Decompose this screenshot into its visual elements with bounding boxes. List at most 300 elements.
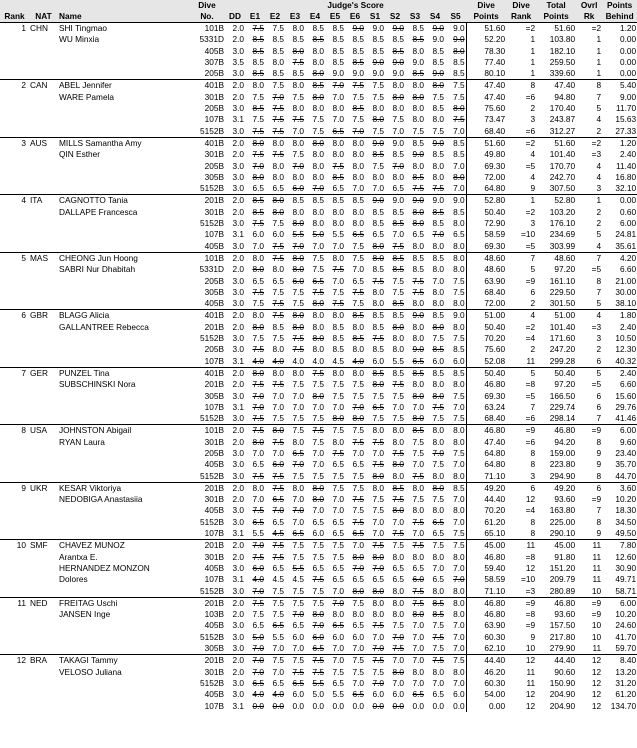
judge-score-cell: 7.5 xyxy=(345,597,365,609)
judge-score-cell: 8.0 xyxy=(312,344,324,355)
judge-score-cell: 6.5 xyxy=(292,528,304,539)
judge-score-cell: 7.0 xyxy=(345,540,365,552)
judge-score-cell: 7.5 xyxy=(272,125,284,136)
dive-rank-cell: 9 xyxy=(530,183,536,194)
dive-row xyxy=(0,448,637,459)
judge-score-cell: 7.5 xyxy=(292,298,304,309)
judge-score-cell: 7.5 xyxy=(252,286,264,297)
points-behind-cell: 12.30 xyxy=(615,344,637,355)
judge-score-cell: 8.0 xyxy=(352,321,364,332)
judge-score-cell: 7.0 xyxy=(453,459,465,470)
overall-rank-cell: =5 xyxy=(591,379,602,390)
overall-rank-cell: 6 xyxy=(596,355,602,366)
judge-score-cell: 7.0 xyxy=(392,516,404,527)
judge-score-cell: 8.0 xyxy=(453,240,465,251)
dive-rank-cell: 11 xyxy=(526,666,536,677)
judge-score-cell: 7.0 xyxy=(245,540,265,552)
judge-score-cell: 7.0 xyxy=(352,643,364,654)
judge-score-cell: 8.0 xyxy=(312,103,324,114)
judge-score-cell: 8.0 xyxy=(392,505,404,516)
judge-score-cell: 7.0 xyxy=(372,447,384,458)
judge-score-cell: 7.5 xyxy=(425,540,445,552)
name-cell xyxy=(58,103,189,114)
judge-score-cell: 8.0 xyxy=(352,218,364,229)
rank-cell xyxy=(0,494,29,505)
dive-rank-cell: 8 xyxy=(530,447,536,458)
judge-score-cell: 8.5 xyxy=(325,195,345,207)
judge-score-cell: 7.5 xyxy=(292,551,304,562)
dd-cell: 3.0 xyxy=(232,459,244,470)
judge-score-cell: 7.0 xyxy=(352,264,364,275)
judge-score-cell: 7.5 xyxy=(265,80,285,92)
dive-row xyxy=(0,46,637,57)
judge-score-cell: 7.5 xyxy=(432,620,444,631)
rank-cell: 2 xyxy=(0,80,29,92)
judge-score-cell: 7.5 xyxy=(352,436,364,447)
dive-no-cell: 205B xyxy=(204,447,224,458)
dive-row xyxy=(0,367,637,379)
dive-no-cell: 5331D xyxy=(199,34,224,45)
judge-score-cell: 7.5 xyxy=(265,310,285,322)
dive-row xyxy=(0,80,637,92)
judge-score-cell: 8.5 xyxy=(285,195,305,207)
name-cell: JOHNSTON Abigail xyxy=(58,425,189,437)
judge-score-cell: 6.0 xyxy=(412,574,424,585)
judge-score-cell: 6.5 xyxy=(352,275,364,286)
judge-score-cell: 7.5 xyxy=(453,413,465,424)
dive-rank-cell: 7 xyxy=(506,252,536,264)
rank-cell: 10 xyxy=(0,540,29,552)
judge-score-cell: 7.5 xyxy=(392,494,404,505)
judge-score-cell: 7.5 xyxy=(372,505,384,516)
dive-rank-cell: 11 xyxy=(526,355,536,366)
dd-cell: 2.0 xyxy=(225,597,245,609)
judge-score-cell: 8.5 xyxy=(245,195,265,207)
judge-score-cell: 7.5 xyxy=(412,516,424,527)
dive-row xyxy=(0,563,637,574)
judge-score-cell: 7.0 xyxy=(372,677,384,688)
dive-row xyxy=(0,597,637,609)
judge-score-cell: 8.0 xyxy=(352,160,364,171)
total-points-cell: 259.50 xyxy=(549,56,576,67)
judge-score-cell: 7.5 xyxy=(372,666,384,677)
name-cell xyxy=(58,448,189,459)
total-points-cell: 48.60 xyxy=(536,252,576,264)
judge-score-cell: 7.5 xyxy=(332,160,344,171)
dive-rank-cell: 1 xyxy=(506,195,536,207)
judge-score-cell: 8.0 xyxy=(453,218,465,229)
points-behind-cell: 6.60 xyxy=(619,264,637,275)
judge-score-cell: 8.0 xyxy=(453,666,465,677)
total-points-cell: 103.20 xyxy=(549,206,576,217)
name-cell xyxy=(58,333,189,344)
total-points-cell: 49.20 xyxy=(536,482,576,494)
rank-cell xyxy=(0,620,29,631)
judge-score-cell: 7.5 xyxy=(372,390,384,401)
dive-no-cell: 205B xyxy=(204,160,224,171)
judge-score-cell: 8.0 xyxy=(412,206,424,217)
judge-score-cell: 8.0 xyxy=(412,114,424,125)
dive-points-cell: 47.40 xyxy=(466,92,506,103)
dd-cell: 2.0 xyxy=(225,80,245,92)
rank-cell xyxy=(0,322,29,333)
dive-points-cell: 61.20 xyxy=(466,517,506,528)
dive-points-cell: 60.30 xyxy=(466,678,506,689)
judge-score-cell: 8.0 xyxy=(305,137,325,149)
dive-no-cell: 201B xyxy=(189,195,225,207)
overall-rank-cell: 2 xyxy=(596,125,602,136)
judge-score-cell: 6.5 xyxy=(312,562,324,573)
dive-points-cell: 44.40 xyxy=(466,655,506,667)
judge-score-cell: 8.0 xyxy=(352,551,364,562)
dive-row xyxy=(0,574,637,585)
judge-score-cell: 6.0 xyxy=(392,689,404,700)
judge-score-cell: 8.5 xyxy=(345,310,365,322)
judge-score-cell: 6.5 xyxy=(252,275,264,286)
judge-score-cell: 5.0 xyxy=(252,631,264,642)
judge-score-cell: 8.0 xyxy=(432,286,444,297)
judge-score-cell: 0.0 xyxy=(272,700,284,711)
judge-score-cell: 7.5 xyxy=(453,114,465,125)
judge-score-cell: 7.5 xyxy=(312,114,324,125)
rank-cell xyxy=(0,413,29,425)
judge-score-cell: 7.5 xyxy=(292,149,304,160)
name-cell xyxy=(58,344,189,355)
points-behind-cell: 0.00 xyxy=(602,195,637,207)
name-cell xyxy=(58,678,189,689)
overall-rank-cell: 1 xyxy=(596,68,602,79)
dd-cell: 3.0 xyxy=(232,677,244,688)
judge-score-cell: 8.0 xyxy=(412,413,424,424)
dive-no-cell: 401B xyxy=(189,367,225,379)
judge-score-cell: 8.0 xyxy=(265,137,285,149)
dive-rank-cell: =9 xyxy=(525,275,536,286)
judge-score-cell: 6.0 xyxy=(453,355,465,366)
judge-score-cell: 6.5 xyxy=(432,516,444,527)
judge-score-cell: 8.0 xyxy=(352,149,364,160)
judge-score-cell: 8.0 xyxy=(392,609,404,620)
rank-cell: 5 xyxy=(0,252,29,264)
overall-rank-cell: 8 xyxy=(596,470,602,481)
judge-score-cell: 8.0 xyxy=(453,264,465,275)
judge-score-cell: 7.5 xyxy=(252,218,264,229)
judge-header: S5 xyxy=(445,11,466,23)
judge-score-cell: 8.0 xyxy=(432,240,444,251)
judge-score-cell: 9.0 xyxy=(385,23,405,35)
judge-score-cell: 8.0 xyxy=(312,149,324,160)
rank-cell: 1 xyxy=(0,23,29,35)
dive-rank-cell: 11 xyxy=(526,677,536,688)
judge-score-cell: 7.5 xyxy=(453,333,465,344)
judge-score-cell: 8.5 xyxy=(385,310,405,322)
judge-score-cell: 7.0 xyxy=(412,620,424,631)
judge-score-cell: 8.0 xyxy=(432,321,444,332)
overall-rank-cell: 2 xyxy=(596,344,602,355)
name-cell: WU Minxia xyxy=(59,34,100,45)
judge-score-cell: 7.5 xyxy=(365,540,385,552)
overall-rank-cell: 2 xyxy=(596,218,602,229)
points-behind-cell: 12.60 xyxy=(615,551,637,562)
dive-no-cell: 305B xyxy=(204,390,224,401)
judge-score-cell: 7.0 xyxy=(453,494,465,505)
dive-no-cell: 201B xyxy=(189,655,225,667)
dive-points-cell: 77.40 xyxy=(466,57,506,68)
dive-points-cell: 46.80 xyxy=(466,597,506,609)
dive-no-cell: 305B xyxy=(204,171,224,182)
judge-score-cell: 7.5 xyxy=(352,114,364,125)
nat-cell xyxy=(29,356,58,368)
dive-no-cell: 5152B xyxy=(200,183,224,194)
dive-points-cell: 78.30 xyxy=(466,46,506,57)
judge-score-cell: 8.5 xyxy=(332,344,344,355)
judge-score-cell: 7.5 xyxy=(432,91,444,102)
dive-row xyxy=(0,689,637,700)
judge-score-cell: 8.0 xyxy=(285,310,305,322)
points-behind-cell: 10.20 xyxy=(615,609,637,620)
judge-score-cell: 8.0 xyxy=(392,585,404,596)
judge-score-cell: 7.5 xyxy=(372,91,384,102)
judge-score-cell: 7.0 xyxy=(252,494,264,505)
name-cell: VELOSO Juliana xyxy=(59,666,122,677)
name-cell: PUNZEL Tina xyxy=(58,367,189,379)
dive-row xyxy=(0,287,637,298)
dive-rank-cell: =8 xyxy=(525,379,536,390)
dive-no-header-line1: Dive xyxy=(189,0,225,11)
judge-score-cell: 8.0 xyxy=(312,298,324,309)
judge-score-cell: 8.5 xyxy=(392,149,404,160)
nat-cell xyxy=(29,528,58,540)
rank-cell xyxy=(0,505,29,516)
dd-cell: 3.0 xyxy=(232,240,244,251)
total-points-cell: 301.50 xyxy=(549,298,576,309)
judge-score-cell: 8.0 xyxy=(292,171,304,182)
judge-score-cell: 7.0 xyxy=(292,643,304,654)
judge-score-cell: 8.5 xyxy=(365,310,385,322)
judge-score-cell: 7.5 xyxy=(312,551,324,562)
judge-score-cell: 8.0 xyxy=(372,240,384,251)
judge-score-cell: 7.0 xyxy=(252,666,264,677)
nat-cell xyxy=(29,471,58,483)
judge-score-cell: 6.5 xyxy=(272,677,284,688)
judge-score-cell: 6.0 xyxy=(252,229,264,240)
judge-score-cell: 7.5 xyxy=(272,436,284,447)
judge-score-cell: 6.5 xyxy=(332,183,344,194)
nat-cell: MAS xyxy=(29,252,58,264)
judge-score-cell: 8.0 xyxy=(372,298,384,309)
dive-rank-cell: 7 xyxy=(530,401,536,412)
judge-score-cell: 7.5 xyxy=(325,540,345,552)
overall-rank-cell: 7 xyxy=(576,252,602,264)
judge-score-cell: 8.5 xyxy=(332,45,344,56)
dd-cell: 3.0 xyxy=(232,103,244,114)
judge-score-cell: 9.0 xyxy=(445,310,466,322)
dive-points-cell: 47.40 xyxy=(466,437,506,448)
dive-points-cell: 64.80 xyxy=(466,183,506,195)
judge-score-cell: 8.0 xyxy=(325,367,345,379)
judge-score-cell: 6.0 xyxy=(332,631,344,642)
judge-score-cell: 7.5 xyxy=(432,643,444,654)
judge-score-cell: 7.5 xyxy=(432,125,444,136)
name-cell xyxy=(58,413,189,425)
dive-no-cell: 201B xyxy=(204,379,224,390)
judge-score-cell: 7.5 xyxy=(345,655,365,667)
judge-score-cell: 7.5 xyxy=(272,103,284,114)
judge-score-cell: 9.0 xyxy=(412,56,424,67)
judge-score-cell: 8.0 xyxy=(272,56,284,67)
total-points-cell: 150.90 xyxy=(549,677,576,688)
judge-score-cell: 8.0 xyxy=(372,470,384,481)
dive-points-cell: 54.00 xyxy=(466,689,506,700)
judge-score-cell: 8.0 xyxy=(352,609,364,620)
rank-cell xyxy=(0,379,29,390)
judge-score-cell: 7.0 xyxy=(332,505,344,516)
judge-score-cell: 7.5 xyxy=(345,80,365,92)
total-points-cell: 47.40 xyxy=(536,80,576,92)
judge-score-cell: 7.5 xyxy=(312,379,324,390)
judge-score-cell: 6.0 xyxy=(352,631,364,642)
dive-points-cell: 46.80 xyxy=(466,552,506,563)
judge-score-cell: 4.0 xyxy=(272,355,284,366)
dive-no-cell: 405B xyxy=(204,620,224,631)
judge-score-cell: 8.0 xyxy=(453,436,465,447)
judge-score-cell: 9.0 xyxy=(365,23,385,35)
dive-row xyxy=(0,425,637,437)
dive-rank-cell: 8 xyxy=(530,528,536,539)
judge-score-cell: 7.0 xyxy=(292,459,304,470)
dive-row xyxy=(0,149,637,160)
judge-score-cell: 7.5 xyxy=(245,597,265,609)
total-points-cell: 170.70 xyxy=(549,160,576,171)
judge-score-cell: 6.5 xyxy=(412,355,424,366)
judge-score-cell: 8.0 xyxy=(453,379,465,390)
judge-score-cell: 9.0 xyxy=(453,34,465,45)
judge-score-cell: 8.0 xyxy=(252,264,264,275)
judge-score-cell: 4.0 xyxy=(352,355,364,366)
dive-points-cell: 60.30 xyxy=(466,632,506,643)
name-cell: Dolores xyxy=(59,574,88,585)
nat-cell xyxy=(29,391,58,402)
judge-score-cell: 7.0 xyxy=(312,240,324,251)
judge-score-cell: 7.5 xyxy=(292,91,304,102)
dive-points-cell: 69.30 xyxy=(466,241,506,253)
judge-header: E4 xyxy=(305,11,325,23)
dd-cell: 2.0 xyxy=(232,609,244,620)
judge-score-cell: 8.5 xyxy=(332,171,344,182)
judge-score-cell: 7.0 xyxy=(292,505,304,516)
overall-rank-cell: 1 xyxy=(596,56,602,67)
rank-cell xyxy=(0,552,29,563)
total-points-cell: 94.20 xyxy=(554,436,576,447)
judge-score-cell: 8.0 xyxy=(412,298,424,309)
judge-score-cell: 7.5 xyxy=(365,655,385,667)
judge-score-cell: 8.0 xyxy=(405,80,425,92)
dive-rank-cell: 2 xyxy=(530,103,536,114)
total-points-cell: 51.60 xyxy=(536,137,576,149)
judge-score-cell: 8.5 xyxy=(432,103,444,114)
judge-score-cell: 8.0 xyxy=(285,367,305,379)
judge-score-cell: 7.0 xyxy=(252,643,264,654)
dive-row xyxy=(0,655,637,667)
judge-score-cell: 8.0 xyxy=(285,137,305,149)
judge-score-cell: 8.0 xyxy=(392,666,404,677)
dive-row xyxy=(0,114,637,125)
overall-rank-cell: =5 xyxy=(591,264,602,275)
name-cell: NEDOBIGA Anastasiia xyxy=(59,494,143,505)
rank-cell xyxy=(0,563,29,574)
name-cell xyxy=(58,586,189,598)
judge-score-cell: 8.5 xyxy=(252,68,264,79)
dive-points-cell: 52.80 xyxy=(466,195,506,207)
judge-score-cell: 9.0 xyxy=(392,56,404,67)
judges-score-header: Judge's Score xyxy=(245,0,466,11)
total-points-cell: 50.40 xyxy=(536,367,576,379)
judge-score-cell: 8.0 xyxy=(312,91,324,102)
judge-score-cell: 8.0 xyxy=(305,310,325,322)
judge-score-cell: 6.5 xyxy=(392,183,404,194)
overall-rank-cell: 12 xyxy=(576,655,602,667)
points-behind-cell: 15.60 xyxy=(615,390,637,401)
nat-cell xyxy=(29,517,58,528)
dd-cell: 3.1 xyxy=(232,574,244,585)
name-cell xyxy=(58,298,189,310)
judge-score-cell: 7.0 xyxy=(453,516,465,527)
judge-score-cell: 8.0 xyxy=(332,436,344,447)
total-points-cell: 242.70 xyxy=(549,171,576,182)
points-behind-cell: 7.80 xyxy=(602,540,637,552)
overall-rank-cell: =9 xyxy=(591,609,602,620)
judge-score-cell: 8.5 xyxy=(372,149,384,160)
name-cell xyxy=(58,276,189,287)
rank-cell xyxy=(0,172,29,183)
overall-rank-cell: 8 xyxy=(596,436,602,447)
dive-row xyxy=(0,252,637,264)
total-points-cell: 229.74 xyxy=(549,401,576,412)
judge-score-cell: 7.0 xyxy=(453,574,465,585)
dive-no-cell: 305B xyxy=(204,643,224,654)
points-behind-cell: 41.46 xyxy=(615,413,637,424)
points-behind-cell: 8.40 xyxy=(602,655,637,667)
judge-score-cell: 0.0 xyxy=(252,700,264,711)
dive-points-cell: 71.10 xyxy=(466,471,506,483)
judge-score-cell: 9.0 xyxy=(425,137,445,149)
judge-score-cell: 7.5 xyxy=(265,252,285,264)
dive-points-header-line1: Dive xyxy=(466,0,506,11)
rank-cell xyxy=(0,92,29,103)
name-cell xyxy=(58,46,189,57)
dive-rank-cell: 11 xyxy=(506,540,536,552)
points-behind-cell: 0.00 xyxy=(619,34,637,45)
dive-rank-cell: 8 xyxy=(530,516,536,527)
judge-score-cell: 7.0 xyxy=(412,459,424,470)
points-behind-cell: 2.40 xyxy=(619,149,637,160)
points-behind-cell: 49.71 xyxy=(615,574,637,585)
judge-score-cell: 7.5 xyxy=(412,436,424,447)
judge-score-cell: 6.5 xyxy=(412,562,424,573)
judge-score-cell: 8.0 xyxy=(292,206,304,217)
judge-score-cell: 7.5 xyxy=(305,367,325,379)
judge-score-cell: 7.0 xyxy=(453,160,465,171)
dd-cell: 3.1 xyxy=(232,114,244,125)
judge-score-cell: 8.0 xyxy=(372,609,384,620)
judge-score-cell: 8.0 xyxy=(265,195,285,207)
judge-score-cell: 7.5 xyxy=(392,275,404,286)
judge-score-cell: 7.5 xyxy=(332,298,344,309)
dive-rank-cell: 3 xyxy=(530,114,536,125)
judge-score-cell: 7.0 xyxy=(392,631,404,642)
judge-score-cell: 8.0 xyxy=(432,585,444,596)
nat-cell xyxy=(29,437,58,448)
judge-score-cell: 8.0 xyxy=(252,321,264,332)
